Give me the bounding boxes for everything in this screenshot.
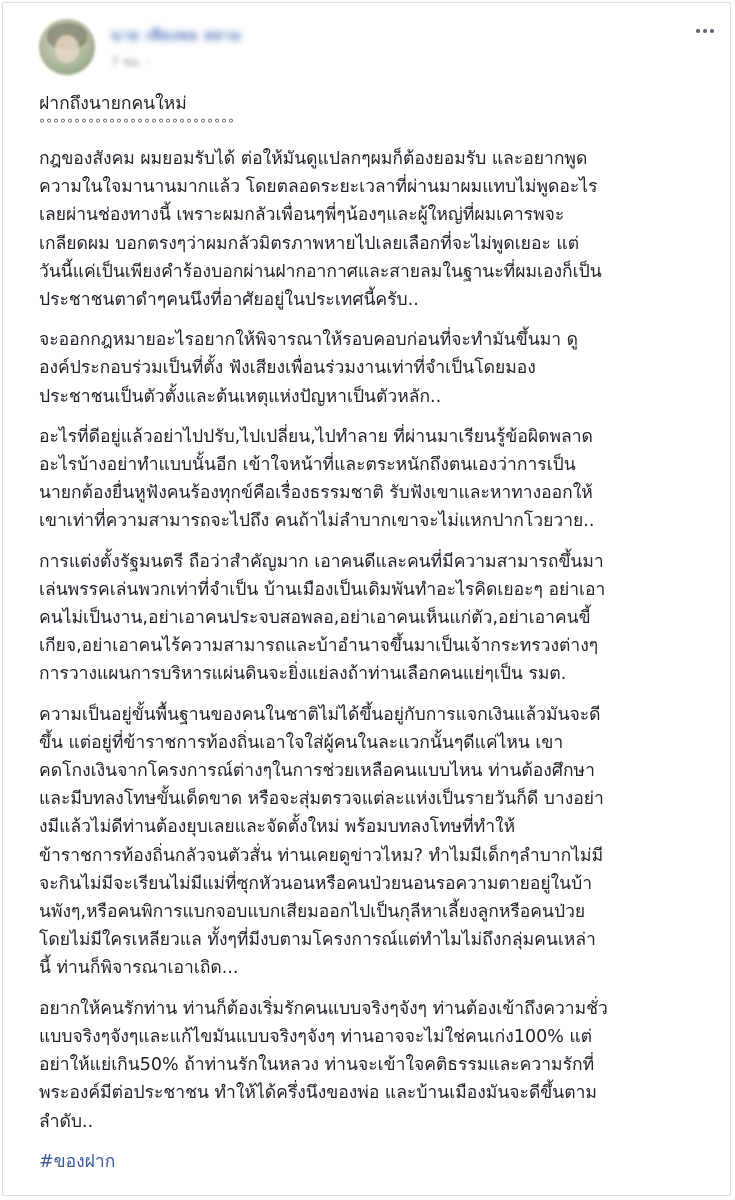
post-header — [39, 17, 720, 77]
paragraph-line: นพังๆ,หรือคนพิการแบกจอบแบกเสียมออกไปเป็นกุลีหาเลี้ยงลูกหรือคนป่วย — [39, 902, 586, 923]
paragraph-line: โดยไม่มีใครเหลียวแล ทั้งๆที่มีงบตามโครงการณ์แต่ทำไมไม่ถึงกลุ่มคนเหล่า — [39, 930, 596, 951]
paragraph-line: ประชาชนเป็นตัวตั้งและต้นเหตุแห่งปัญหาเป็นตัวหลัก.. — [39, 386, 442, 407]
hashtag-link[interactable]: #ของฝาก — [39, 1151, 116, 1172]
paragraph-line: ขึ้น แต่อยู่ที่ข้าราชการท้องถิ่นเอาใจใส่ผู้คนในละแวกนั้นๆดีแค่ไหน เขา — [39, 732, 564, 753]
post-paragraph — [39, 145, 711, 314]
paragraph-line: แบบจริงๆจังๆและแก้ไขมันแบบจริงๆจังๆ ท่านอาจจะไม่ใช่คนเก่ง100% แต่ — [39, 1026, 593, 1047]
post-paragraph — [39, 326, 711, 411]
paragraph-line: นี้ ท่านก็พิจารณาเอาเถิด... — [39, 958, 239, 979]
paragraph-line: ข้าราชการท้องถิ่นกลัวจนตัวสั่น ท่านเคยดูข่าวไหม? ทำไมมีเด็กๆลำบากไม่มี — [39, 845, 604, 866]
post-divider: °°°°°°°°°°°°°°°°°°°°°°°°°°°° — [39, 117, 235, 131]
paragraph-line: ความในใจมานานมากแล้ว โดยตลอดระยะเวลาที่ผ่านมาผมแทบไม่พูดอะไร — [39, 177, 598, 198]
post-paragraphs — [39, 145, 711, 1136]
paragraph-line: เกลียดผม บอกตรงๆว่าผมกลัวมิตรภาพหายไปเลยเลือกที่จะไม่พูดเยอะ แต่ — [39, 233, 580, 254]
dot — [703, 29, 707, 33]
dot — [696, 29, 700, 33]
paragraph-line: คดโกงเงินจากโครงการณ์ต่างๆในการช่วยเหลือคนแบบไหน ท่านต้องศึกษา — [39, 761, 595, 782]
paragraph-line: คนไม่เป็นงาน,อย่าเอาคนประจบสอพลอ,อย่าเอาคนเห็นแก่ตัว,อย่าเอาคนขี้ — [39, 608, 591, 629]
paragraph-line: พระองค์มีต่อประชาชน ทำให้ได้ครึ่งนึงของพ่อ และบ้านเมืองมันจะดีขึ้นตาม — [39, 1083, 597, 1104]
post-paragraph — [39, 423, 711, 536]
paragraph-line: ลำดับ.. — [39, 1111, 94, 1132]
paragraph-line: อะไรบ้างอย่าทำแบบนั้นอีก เข้าใจหน้าที่และตระหนักถึงตนเองว่าการเป็น — [39, 455, 576, 476]
paragraph-line: ความเป็นอยู่ขั้นพื้นฐานของคนในชาติไม่ได้ขึ้นอยู่กับการแจกเงินแล้วมันจะดี — [39, 704, 601, 725]
paragraph-line: เกียจ,อย่าเอาคนไร้ความสามารถและบ้าอำนาจขึ้นมาเป็นเจ้ากระทรวงต่างๆ — [39, 636, 599, 657]
paragraph-line: การวางแผนการบริหารแผ่นดินจะยิ่งแย่ลงถ้าท่านเลือกคนแย่ๆเป็น รมต. — [39, 664, 567, 685]
ellipsis-icon[interactable] — [690, 23, 720, 39]
avatar-face — [55, 35, 79, 63]
paragraph-line: งมีแล้วไม่ดีท่านต้องยุบเลยและจัดตั้งใหม่ พร้อมบทลงโทษที่ทำให้ — [39, 817, 516, 838]
author-name[interactable]: นาย เพียงพอ สยาม — [111, 28, 242, 44]
paragraph-line: กฎของสังคม ผมยอมรับได้ ต่อให้มันดูแปลกๆผมก็ต้องยอมรับ และอยากพูด — [39, 149, 588, 169]
paragraph-line: อะไรที่ดีอยู่แล้วอย่าไปปรับ,ไปเปลี่ยน,ไปทำลาย ที่ผ่านมาเรียนรู้ข้อผิดพลาด — [39, 426, 593, 447]
paragraph-line: จะกินไม่มีจะเรียนไม่มีแม่ที่ซุกหัวนอนหรือคนป่วยนอนรอความตายอยู่ในบ้า — [39, 873, 593, 894]
paragraph-line: องค์ประกอบร่วมเป็นที่ตั้ง ฟังเสียงเพื่อนร่วมงานเท่าที่จำเป็นโดยมอง — [39, 358, 536, 379]
paragraph-line: วันนี้แค่เป็นเพียงคำร้องบอกผ่านฝากอากาศและสายลมในฐานะที่ผมเองก็เป็น — [39, 261, 602, 282]
post-title: ฝากถึงนายกคนใหม่ — [39, 94, 187, 114]
paragraph-line: อยากให้คนรักท่าน ท่านก็ต้องเริ่มรักคนแบบจริงๆจังๆ ท่านต้องเข้าถึงความชั่ว — [39, 998, 608, 1019]
paragraph-line: เล่นพรรคเล่นพวกเท่าที่จำเป็น บ้านเมืองเป็นเดิมพันทำอะไรคิดเยอะๆ อย่าเอา — [39, 579, 606, 600]
post-body — [39, 91, 711, 1176]
post-card — [2, 2, 731, 1196]
paragraph-line: จะออกกฎหมายอะไรอยากให้พิจารณาให้รอบคอบก่อนที่จะทำมันขึ้นมา ดู — [39, 330, 578, 351]
post-timestamp[interactable]: 7 ชม. · — [111, 55, 150, 69]
paragraph-line: นายกต้องยื่นหูฟังคนร้องทุกข์คือเรื่องธรรมชาติ รับฟังเขาและหาทางออกให้ — [39, 483, 593, 504]
avatar[interactable] — [39, 19, 95, 75]
paragraph-line: การแต่งตั้งรัฐมนตรี ถือว่าสำคัญมาก เอาคนดีและคนที่มีความสามารถขึ้นมา — [39, 551, 604, 572]
paragraph-line: ประชาชนตาดำๆคนนึงที่อาศัยอยู่ในประเทศนี้ครับ.. — [39, 290, 419, 311]
post-paragraph — [39, 701, 711, 983]
paragraph-line: อย่าให้แย่เกิน50% ถ้าท่านรักในหลวง ท่านจะเข้าใจคติธรรมและความรักที่ — [39, 1055, 595, 1076]
post-paragraph — [39, 548, 711, 689]
post-paragraph — [39, 995, 711, 1136]
paragraph-line: เลยผ่านช่องทางนี้ เพราะผมกลัวเพื่อนๆพี่ๆน้องๆและผู้ใหญ่ที่ผมเคารพจะ — [39, 205, 565, 226]
paragraph-line: และมีบทลงโทษขั้นเด็ดขาด หรือจะสุ่มตรวจแต่ละแห่งเป็นรายวันก็ดี บางอย่า — [39, 789, 604, 810]
dot — [710, 29, 714, 33]
paragraph-line: เขาเท่าที่ความสามารถจะไปถึง คนถ้าไม่ลำบากเขาจะไม่แหกปากโวยวาย.. — [39, 511, 595, 532]
